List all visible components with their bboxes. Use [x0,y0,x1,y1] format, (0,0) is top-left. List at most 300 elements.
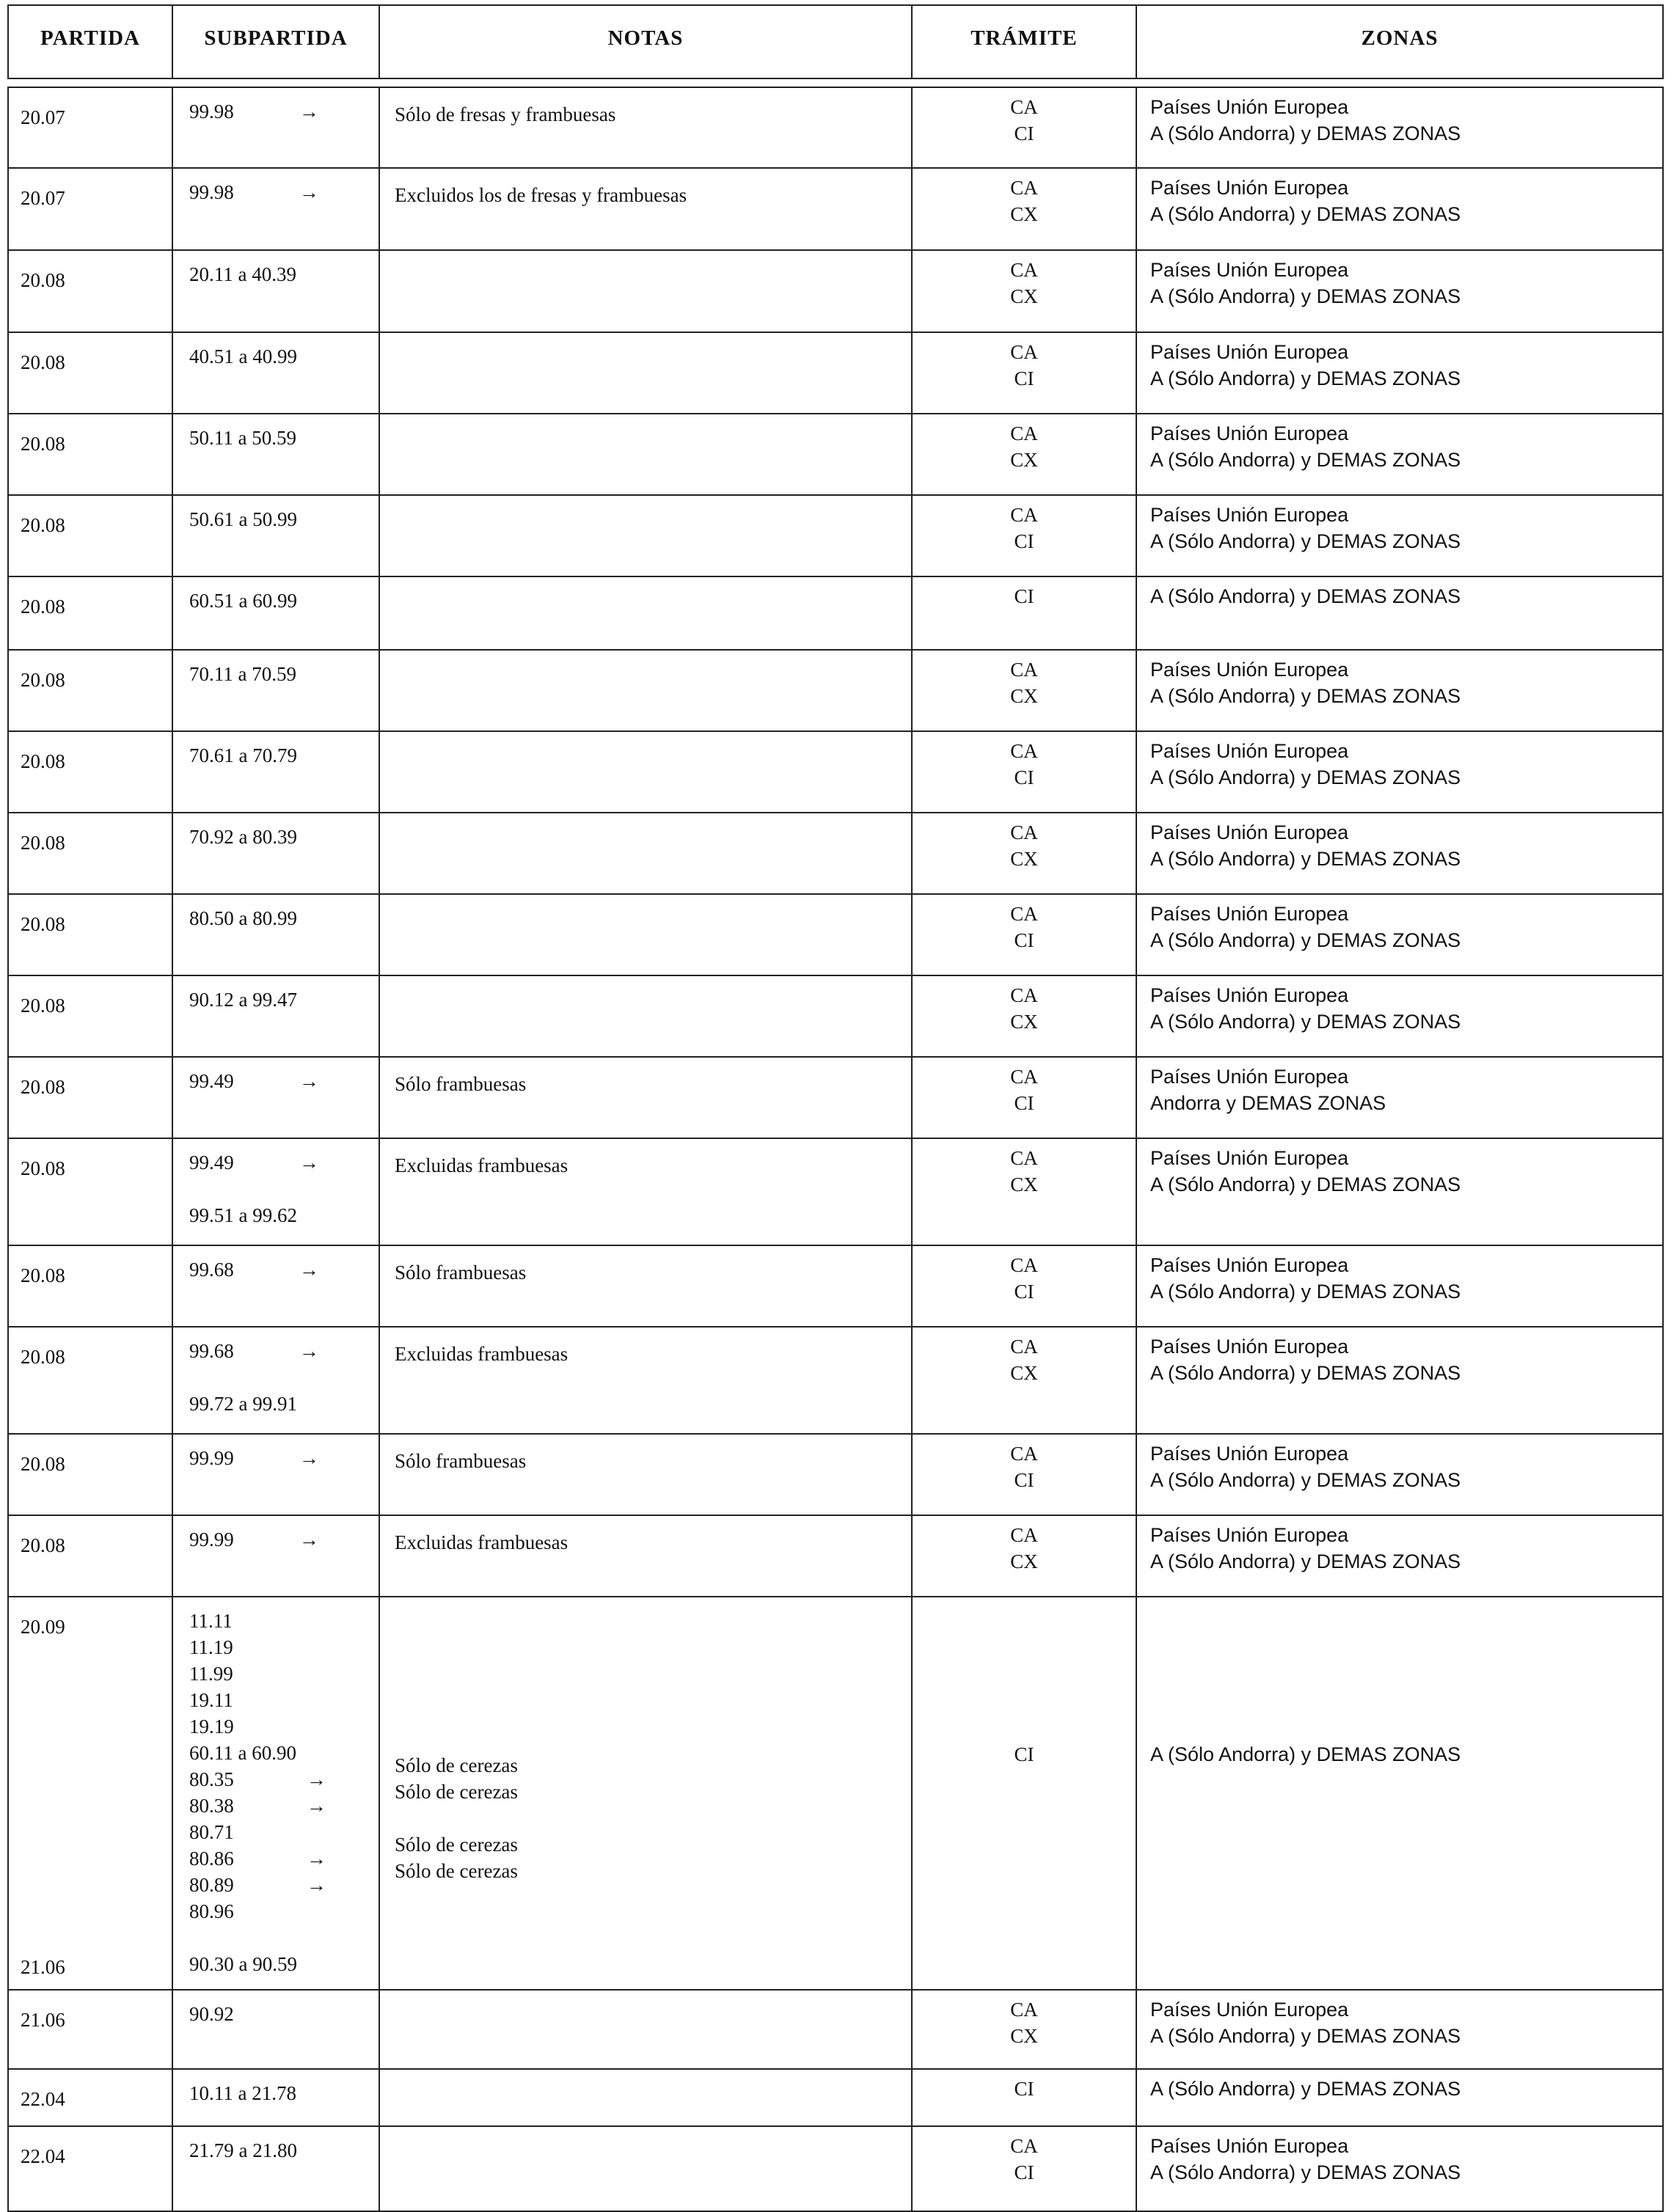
tramite-code: CI [1014,1281,1034,1303]
subpartida-line [189,1364,379,1391]
subpartida-cell [172,576,379,650]
subpartida-line [189,1713,379,1740]
subpartida-cell [172,414,379,495]
tramite-code: CA [1010,740,1038,762]
zonas-cell [1136,1434,1663,1515]
subpartida-code: 20.11 a 40.39 [189,263,296,285]
notas-cell: Sólo frambuesas [379,1057,912,1138]
partida-cell: 21.06 [8,1990,172,2069]
subpartida-code: 11.99 [189,1663,233,1685]
tramite-cell [912,1327,1136,1434]
tramite-code: CI [1014,1092,1034,1114]
tramite-cell [912,1138,1136,1245]
header-notas: NOTAS [379,5,912,78]
zona-line: Países Unión Europea [1150,1066,1349,1088]
tramite-code: CI [1014,929,1034,951]
nota-line: Sólo de cerezas [395,1754,518,1776]
zona-line: Países Unión Europea [1150,2135,1349,2157]
subpartida-line [189,1068,379,1094]
subpartida-code: 11.11 [189,1610,233,1632]
zonas-cell [1136,250,1663,332]
subpartida-line [189,1792,379,1819]
subpartida-code: 60.11 a 60.90 [189,1742,296,1764]
tramite-cell [912,495,1136,576]
subpartida-line [189,1819,379,1845]
table-row [8,1434,1663,1515]
tariff-table [7,87,1664,2212]
zona-line: A (Sólo Andorra) y DEMAS ZONAS [1150,530,1461,552]
tramite-code: CX [1010,1550,1038,1572]
subpartida-line [189,986,379,1013]
notas-cell: Sólo de fresas y frambuesas [379,87,912,168]
nota-line [395,1805,911,1831]
tramite-code: CX [1010,449,1038,471]
arrow-icon: → [299,1528,319,1550]
partida-cell: 20.08 [8,495,172,576]
tramite-code: CI [1014,2161,1034,2183]
tramite-cell [912,250,1136,332]
partida-cell: 20.08 [8,1057,172,1138]
zonas-cell [1136,894,1663,975]
subpartida-line [189,2080,379,2106]
notas-list [395,1611,911,1884]
partida-cell: 20.08 [8,1245,172,1327]
zonas-cell [1136,813,1663,894]
partida-code: 21.06 [21,1956,65,1978]
table-row [8,2126,1663,2211]
tramite-code: CA [1010,1147,1038,1169]
subpartida-line [189,905,379,931]
arrow-icon: → [299,1070,319,1092]
subpartida-line [189,98,379,125]
tramite-code: CA [1010,504,1038,526]
partida-cell: 20.08 [8,1138,172,1245]
zona-line: A (Sólo Andorra) y DEMAS ZONAS [1150,1550,1461,1572]
zona-line: Países Unión Europea [1150,1254,1349,1276]
zonas-cell [1136,1138,1663,1245]
subpartida-line [189,506,379,532]
subpartida-line [189,1687,379,1713]
table-row [8,2069,1663,2126]
zonas-cell [1136,87,1663,168]
zonas-cell [1136,731,1663,813]
notas-cell [379,975,912,1057]
zona-line: A (Sólo Andorra) y DEMAS ZONAS [1150,2161,1461,2183]
partida-cell: 20.08 [8,1327,172,1434]
tramite-code: CA [1010,259,1038,281]
partida-cell: 22.04 [8,2126,172,2211]
subpartida-line [189,1924,379,1951]
subpartida-cell [172,894,379,975]
zona-line: A (Sólo Andorra) y DEMAS ZONAS [1150,1281,1461,1303]
subpartida-code: 99.99 [189,1447,234,1469]
zonas-cell [1136,1597,1663,1990]
tramite-code: CI [1014,122,1034,144]
table-row [8,576,1663,650]
partida-cell: 20.08 [8,414,172,495]
subpartida-cell [172,813,379,894]
arrow-icon: → [307,1847,326,1869]
table-row [8,1990,1663,2069]
subpartida-line [189,425,379,451]
table-row [8,1515,1663,1597]
partida-cell: 20.07 [8,87,172,168]
subpartida-cell [172,1597,379,1990]
subpartida-line [189,1526,379,1553]
subpartida-line [189,1898,379,1924]
tramite-cell [912,332,1136,414]
tramite-cell [912,414,1136,495]
subpartida-code: 80.50 a 80.99 [189,907,297,929]
subpartida-code: 99.51 a 99.62 [189,1204,297,1226]
notas-cell [379,1597,912,1990]
zona-line: Países Unión Europea [1150,422,1349,444]
zona-line: A (Sólo Andorra) y DEMAS ZONAS [1150,1011,1461,1033]
table-row [8,250,1663,332]
subpartida-cell [172,1327,379,1434]
subpartida-line [189,1660,379,1687]
zona-line: Países Unión Europea [1150,1147,1349,1169]
arrow-icon: → [307,1795,326,1817]
subpartida-code: 19.11 [189,1689,233,1711]
subpartida-line [189,1338,379,1364]
subpartida-cell [172,1138,379,1245]
subpartida-cell [172,650,379,731]
table-row [8,332,1663,414]
notas-cell: Sólo frambuesas [379,1245,912,1327]
zona-line: Países Unión Europea [1150,984,1349,1006]
subpartida-line [189,2137,379,2164]
partida-cell: 20.08 [8,332,172,414]
subpartida-line [189,587,379,614]
arrow-icon: → [299,1151,319,1173]
notas-cell [379,1990,912,2069]
zona-line: Países Unión Europea [1150,659,1349,681]
subpartida-cell [172,87,379,168]
tramite-code: CX [1010,1011,1038,1033]
subpartida-code: 80.35 [189,1768,234,1790]
tramite-code: CI [1014,1469,1034,1491]
header-subpartida: SUBPARTIDA [172,5,379,78]
subpartida-code [189,1176,299,1202]
table-row [8,495,1663,576]
partida-code: 20.09 [21,1616,65,1638]
zona-line: Países Unión Europea [1150,96,1349,118]
notas-cell [379,731,912,813]
tramite-cell [912,1990,1136,2069]
table-row [8,813,1663,894]
tramite-code: CA [1010,821,1038,843]
tramite-cell [912,731,1136,813]
tramite-cell [912,1057,1136,1138]
subpartida-line [189,1872,379,1898]
partida-cell: 20.08 [8,1434,172,1515]
tramite-code: CI [1014,367,1034,389]
tramite-code: CA [1010,659,1038,681]
notas-cell [379,2126,912,2211]
subpartida-code: 10.11 a 21.78 [189,2082,296,2104]
zona-line: A (Sólo Andorra) y DEMAS ZONAS [1150,285,1461,307]
subpartida-code: 90.12 a 99.47 [189,989,297,1011]
tramite-cell [912,2069,1136,2126]
tramite-cell [912,650,1136,731]
tramite-code: CI [1014,585,1034,607]
subpartida-code: 99.68 [189,1340,234,1362]
subpartida-code: 90.30 a 90.59 [189,1953,297,1975]
table-row [8,87,1663,168]
partida-cell: 20.08 [8,576,172,650]
subpartida-code: 80.38 [189,1795,234,1817]
subpartida-code: 80.86 [189,1847,234,1869]
tramite-code: CI [1014,766,1034,788]
subpartida-code [189,1924,307,1951]
table-row [8,1057,1663,1138]
subpartida-line [189,2001,379,2027]
tramite-code: CA [1010,177,1038,199]
partida-cell: 20.07 [8,168,172,250]
notas-cell [379,894,912,975]
table-row [8,650,1663,731]
table-row [8,168,1663,250]
tramite-cell [912,1597,1136,1990]
table-row [8,894,1663,975]
zona-line: Países Unión Europea [1150,177,1349,199]
subpartida-code: 99.98 [189,100,234,122]
tramite-cell [912,1515,1136,1597]
zona-line: A (Sólo Andorra) y DEMAS ZONAS [1150,449,1461,471]
tramite-code: CI [1014,1743,1034,1765]
header-zonas: ZONAS [1136,5,1663,78]
zonas-cell [1136,1327,1663,1434]
subpartida-code: 19.19 [189,1715,234,1737]
notas-cell [379,250,912,332]
subpartida-code: 80.71 [189,1821,234,1843]
nota-line: Sólo de cerezas [395,1834,518,1856]
tramite-cell [912,894,1136,975]
subpartida-code: 60.51 a 60.99 [189,590,297,612]
table-row [8,1597,1663,1990]
subpartida-line [189,261,379,288]
zona-line: Países Unión Europea [1150,1336,1349,1358]
tramite-cell [912,975,1136,1057]
partida-cell: 20.08 [8,894,172,975]
tramite-cell [912,813,1136,894]
tramite-code: CA [1010,1524,1038,1546]
zona-line: Países Unión Europea [1150,903,1349,925]
zonas-cell [1136,332,1663,414]
zonas-cell [1136,168,1663,250]
subpartida-code: 70.11 a 70.59 [189,663,296,685]
zonas-cell [1136,2126,1663,2211]
table-row [8,975,1663,1057]
zona-line: Andorra y DEMAS ZONAS [1150,1092,1386,1114]
notas-cell [379,813,912,894]
subpartida-cell [172,168,379,250]
subpartida-line [189,1951,379,1977]
tramite-code: CX [1010,2025,1038,2047]
notas-cell: Excluidas frambuesas [379,1327,912,1434]
notas-cell: Sólo frambuesas [379,1434,912,1515]
arrow-icon: → [299,100,319,122]
zona-line: A (Sólo Andorra) y DEMAS ZONAS [1150,848,1461,870]
subpartida-cell [172,975,379,1057]
arrow-icon: → [307,1768,326,1790]
subpartida-cell [172,1434,379,1515]
table-row [8,731,1663,813]
zona-line: A (Sólo Andorra) y DEMAS ZONAS [1150,122,1461,144]
subpartida-code [189,1364,299,1391]
tramite-code: CX [1010,1362,1038,1384]
arrow-icon: → [299,181,319,203]
subpartida-cell [172,1245,379,1327]
zona-line: A (Sólo Andorra) y DEMAS ZONAS [1150,367,1461,389]
subpartida-code: 99.99 [189,1528,234,1550]
subpartida-line [189,1202,379,1228]
zona-line: A (Sólo Andorra) y DEMAS ZONAS [1150,1362,1461,1384]
subpartida-code: 99.49 [189,1070,234,1092]
tramite-code: CA [1010,1999,1038,2021]
subpartida-code: 80.96 [189,1900,234,1922]
subpartida-cell [172,250,379,332]
zona-line: Países Unión Europea [1150,1999,1349,2021]
zonas-cell [1136,975,1663,1057]
tramite-cell [912,576,1136,650]
zonas-cell [1136,1990,1663,2069]
zona-line: A (Sólo Andorra) y DEMAS ZONAS [1150,766,1461,788]
partida-cell: 20.08 [8,250,172,332]
subpartida-code: 99.98 [189,181,234,203]
header-tramite: TRÁMITE [912,5,1136,78]
notas-cell: Excluidas frambuesas [379,1515,912,1597]
subpartida-line [189,179,379,205]
tramite-code: CI [1014,530,1034,552]
tramite-cell [912,2126,1136,2211]
notas-cell [379,332,912,414]
zonas-cell [1136,1057,1663,1138]
zona-line: Países Unión Europea [1150,504,1349,526]
subpartida-code: 70.61 a 70.79 [189,744,297,766]
tramite-code: CA [1010,984,1038,1006]
table-row [8,1138,1663,1245]
zona-line: A (Sólo Andorra) y DEMAS ZONAS [1150,1469,1461,1491]
subpartida-line [189,1391,379,1417]
tramite-code: CX [1010,1173,1038,1195]
subpartida-code: 99.49 [189,1151,234,1173]
tramite-list [913,1603,1136,1768]
subpartida-cell [172,2069,379,2126]
subpartida-line [189,1845,379,1872]
zona-line: A (Sólo Andorra) y DEMAS ZONAS [1150,1173,1461,1195]
partida-cell: 22.04 [8,2069,172,2126]
zona-line: Países Unión Europea [1150,341,1349,363]
subpartida-code: 80.89 [189,1874,234,1896]
partida-cell: 20.08 [8,1515,172,1597]
subpartida-line [189,1176,379,1202]
tramite-code: CA [1010,422,1038,444]
zona-line: A (Sólo Andorra) y DEMAS ZONAS [1150,2025,1461,2047]
tramite-code: CA [1010,96,1038,118]
table-row [8,414,1663,495]
table-row [8,1245,1663,1327]
partida-cell: 20.08 [8,650,172,731]
partida-cell: 20.08 [8,813,172,894]
tramite-code: CA [1010,903,1038,925]
subpartida-code: 99.68 [189,1259,234,1281]
subpartida-cell [172,731,379,813]
subpartida-code: 50.61 a 50.99 [189,508,297,530]
notas-cell [379,2069,912,2126]
tramite-cell [912,1434,1136,1515]
tramite-cell [912,1245,1136,1327]
arrow-icon: → [299,1447,319,1469]
subpartida-line [189,1149,379,1176]
tramite-code: CA [1010,341,1038,363]
subpartida-code: 21.79 a 21.80 [189,2139,297,2161]
tramite-code: CA [1010,1443,1038,1465]
zona-line: A (Sólo Andorra) y DEMAS ZONAS [1150,2078,1461,2100]
subpartida-code: 11.19 [189,1636,233,1658]
zonas-cell [1136,414,1663,495]
zona-line: Países Unión Europea [1150,1443,1349,1465]
subpartida-line [189,1445,379,1471]
subpartida-line [189,661,379,687]
tramite-code: CX [1010,285,1038,307]
subpartida-cell [172,1057,379,1138]
zonas-cell [1136,650,1663,731]
zona-line: A (Sólo Andorra) y DEMAS ZONAS [1150,929,1461,951]
zona-line: A (Sólo Andorra) y DEMAS ZONAS [1150,203,1461,225]
tramite-code: CA [1010,1254,1038,1276]
subpartida-code: 50.11 a 50.59 [189,427,296,449]
zonas-cell [1136,495,1663,576]
tramite-code: CA [1010,1336,1038,1358]
subpartida-line [189,742,379,769]
tramite-code: CX [1010,685,1038,707]
arrow-icon: → [307,1874,326,1896]
zonas-cell [1136,576,1663,650]
subpartida-line [189,824,379,850]
zona-line: Países Unión Europea [1150,821,1349,843]
subpartida-cell [172,332,379,414]
zona-line: Países Unión Europea [1150,740,1349,762]
subpartida-line [189,1766,379,1792]
tramite-code: CX [1010,848,1038,870]
subpartida-code: 99.72 a 99.91 [189,1393,297,1415]
subpartida-code: 90.92 [189,2003,234,2025]
notas-cell [379,495,912,576]
subpartida-line [189,1256,379,1283]
subpartida-cell [172,2126,379,2211]
subpartida-line [189,1608,379,1634]
zonas-cell [1136,1245,1663,1327]
table-header [7,4,1664,79]
zonas-cell [1136,1515,1663,1597]
notas-cell: Excluidas frambuesas [379,1138,912,1245]
tramite-cell [912,168,1136,250]
subpartida-cell [172,495,379,576]
notas-cell: Excluidos los de fresas y frambuesas [379,168,912,250]
tramite-code: CX [1010,203,1038,225]
nota-line: Sólo de cerezas [395,1781,518,1803]
subpartida-line [189,1634,379,1660]
partida-cell: 20.08 [8,731,172,813]
arrow-icon: → [299,1259,319,1281]
zona-line: A (Sólo Andorra) y DEMAS ZONAS [1150,1743,1461,1765]
tramite-code: CA [1010,2135,1038,2157]
partida-cell [8,1597,172,1990]
zona-line: Países Unión Europea [1150,259,1349,281]
notas-cell [379,576,912,650]
